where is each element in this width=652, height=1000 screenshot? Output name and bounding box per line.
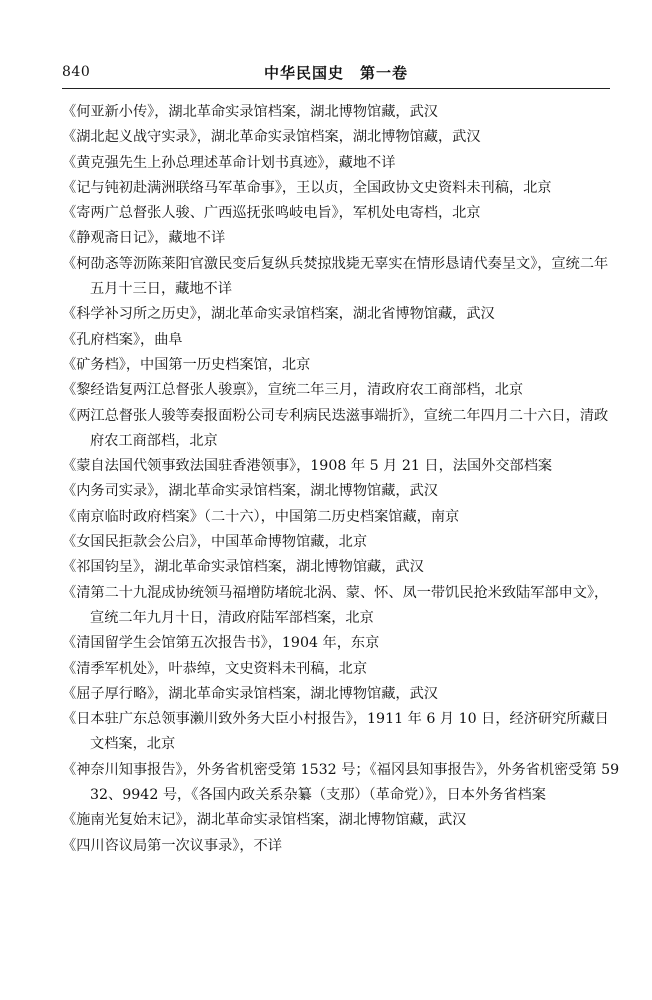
bibliography-entry: 《四川咨议局第一次议事录》，不详: [62, 837, 282, 854]
bibliography-entry: 《施南光复始末记》，湖北革命实录馆档案，湖北博物馆藏，武汉: [62, 812, 467, 829]
bibliography-entry: 《柯劭忞等沥陈莱阳官激民变后复纵兵焚掠戕毙无辜实在情形恳请代奏呈文》，宣统二年五月十三日，藏地不详: [62, 255, 609, 298]
bibliography-entry: 《南京临时政府档案》（二十六），中国第二历史档案馆藏，南京: [62, 508, 460, 525]
page-header: [62, 58, 610, 86]
header-rule: [62, 88, 610, 89]
bibliography-entry: 《女国民拒款会公启》，中国革命博物馆藏，北京: [62, 534, 368, 551]
bibliography-entry: 《清第二十九混成协统领马福增防堵皖北涡、蒙、怀、凤一带饥民抢米致陆军部申文》，宣统二年九月十日，清政府陆军部档案，北京: [62, 584, 609, 626]
page-number: 840: [62, 64, 91, 80]
bibliography-entry: 《矿务档》，中国第一历史档案馆，北京: [62, 356, 311, 373]
bibliography-list: [62, 100, 622, 859]
bibliography-entry: 《内务司实录》，湖北革命实录馆档案，湖北博物馆藏，武汉: [62, 483, 438, 500]
bibliography-entry: 《神奈川知事报告》，外务省机密受第 1532 号；《福冈县知事报告》，外务省机密受第 5932、9942 号，《各国内政关系杂纂（支那）（革命党）》，日本外务省档案: [62, 761, 620, 804]
bibliography-entry: 《寄两广总督张人骏、广西巡抚张鸣岐电旨》，军机处电寄档，北京: [62, 205, 481, 222]
bibliography-entry: 《科学补习所之历史》，湖北革命实录馆档案，湖北省博物馆藏，武汉: [62, 306, 495, 323]
bibliography-entry: 《两江总督张人骏等奏报面粉公司专利病民迭滋事端折》，宣统二年四月二十六日，清政府农工商部档，北京: [62, 407, 609, 449]
bibliography-entry: 《屈子厚行略》，湖北革命实录馆档案，湖北博物馆藏，武汉: [62, 685, 438, 702]
bibliography-entry: 《何亚新小传》，湖北革命实录馆档案，湖北博物馆藏，武汉: [62, 104, 438, 120]
bibliography-entry: 《静观斋日记》，藏地不详: [62, 230, 226, 247]
bibliography-entry: 《清季军机处》，叶恭绰，文史资料未刊稿，北京: [62, 660, 368, 677]
bibliography-entry: 《清国留学生会馆第五次报告书》，1904 年，东京: [62, 635, 380, 652]
bibliography-entry: 《日本驻广东总领事濑川致外务大臣小村报告》，1911 年 6 月 10 日，经济研究所藏日文档案，北京: [62, 711, 609, 753]
bibliography-entry: 《蒙自法国代领事致法国驻香港领事》，1908 年 5 月 21 日，法国外交部档案: [62, 458, 553, 475]
bibliography-entry: 《记与钝初赴满洲联络马军革命事》，王以贞，全国政协文史资料未刊稿，北京: [62, 179, 552, 196]
bibliography-entry: 《孔府档案》，曲阜: [62, 331, 183, 348]
bibliography-entry: 《黎经诰复两江总督张人骏禀》，宣统二年三月，清政府农工商部档，北京: [62, 382, 524, 399]
running-title: 中华民国史 第一卷: [263, 64, 408, 82]
bibliography-entry: 《黄克强先生上孙总理述革命计划书真迹》，藏地不详: [62, 154, 396, 171]
bibliography-entry: 《湖北起义战守实录》，湖北革命实录馆档案，湖北博物馆藏，武汉: [62, 129, 481, 146]
bibliography-entry: 《祁国钧呈》，湖北革命实录馆档案，湖北博物馆藏，武汉: [62, 559, 424, 576]
